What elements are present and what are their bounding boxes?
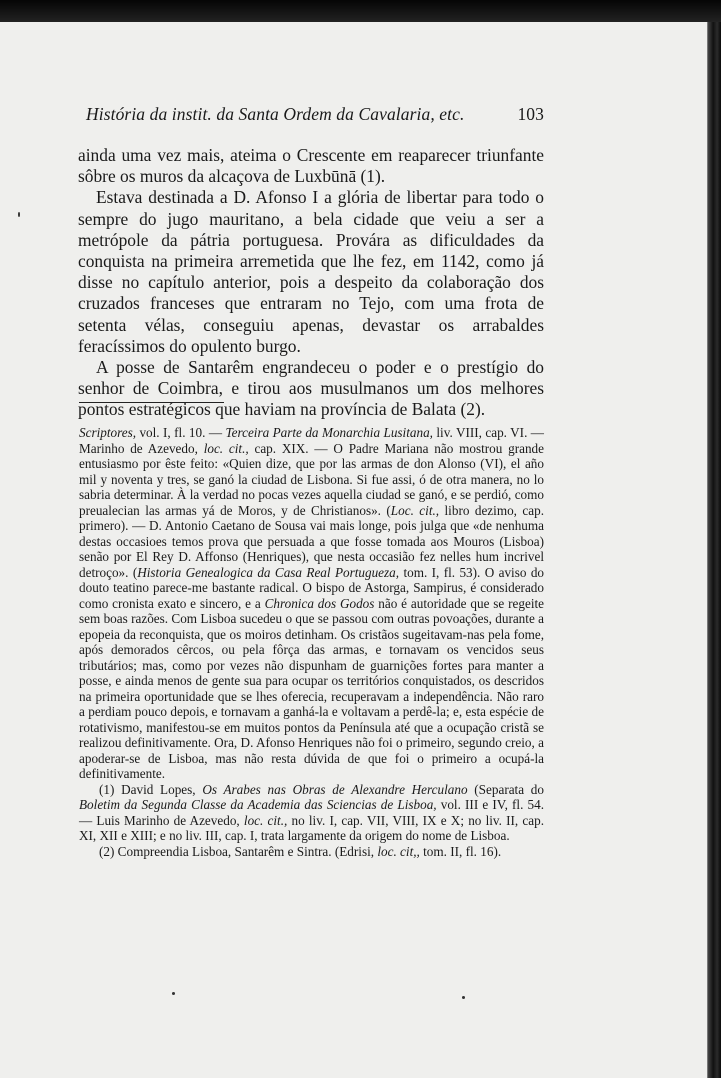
paper-speck xyxy=(172,992,175,995)
running-head xyxy=(86,104,544,132)
footnote-text: no liv. I, cap. VII, VIII, IX e X; no liv. II, cap. XI, XII e XIII; e no liv. III, cap. I, trata largamente da origem do nome de Lisboa. xyxy=(79,812,545,843)
footnote-text: tom. II, fl. 16). xyxy=(419,843,502,859)
citation-title: Scriptores, xyxy=(79,425,137,440)
footnote-text: não é autoridade que se regeite sem boas razões. Com Lisboa sucedeu o que se passou com outras povoações, durante a epopeia da reconquista, que os moiros detinham. Os cristãos sugeitavam-nas pela fome, após demorados cêrcos, ou pela fôrça das armas, e tornavam os vencidos seus tributários; mas, como por vezes não dispunham de guarnições fortes para manter a posse, e ainda menos de gente sua para ocupar os territórios conquistados, os descridos na primeira oportunidade que se lhes oferecia, recuperavam a independência. Não raro a perdiam pouco depois, e tornavam a ganhá-la e voltavam a perdê-la; e, esta espécie de rotativismo, manifestou-se em muitos pontos da Península até que a ocupação cristã se realizou definitivamente. Ora, D. Afonso Henriques não foi o primeiro, segundo creio, a apoderar-se de Lisboa, mas não resta dúvida de que foi o primeiro a ocupá-la definitivamente. xyxy=(79,595,545,781)
running-head-title: História da instit. da Santa Ordem da Cavalaria, etc. xyxy=(86,104,465,124)
citation-title: Chronica dos Godos xyxy=(264,595,375,611)
paragraph: ainda uma vez mais, ateima o Crescente em reaparecer triunfante sôbre os muros da alcaçova de Luxbūnā (1). xyxy=(78,145,544,187)
footnotes xyxy=(79,425,544,859)
citation-title: loc. cit., xyxy=(243,812,288,828)
paper-speck xyxy=(462,996,465,999)
footnote-text: tom. I, fl. 53). O aviso do douto teatino parece-me bastante radical. O bispo de Astorga, Sampirus, é considerado como cronista exato e sincero, e a xyxy=(79,564,545,611)
main-text xyxy=(78,145,544,421)
paragraph: A posse de Santarêm engrandeceu o poder e o prestígio do senhor de Coimbra, e tirou aos musulmanos um dos melhores pontos estratégicos que haviam na província de Balata (2). xyxy=(78,357,544,420)
page-number: 103 xyxy=(517,104,544,124)
footnote-2 xyxy=(79,844,544,860)
footnote-text: (2) Compreendia Lisboa, Santarêm e Sintra. (Edrisi, xyxy=(99,843,378,859)
citation-title: Boletim da Segunda Classe da Academia das Sciencias de Lisboa, xyxy=(79,797,437,812)
paper-speck xyxy=(18,212,20,217)
footnote-continuation xyxy=(79,425,544,782)
footnote-separator xyxy=(79,402,224,403)
footnote-text: libro dezimo, cap. primero). — D. Antonio Caetano de Sousa vai mais longe, pois julga que «de nenhuma destas occasioes temos prova que persuada a que fosse tomada aos Mouros (Lisboa) senão por El Rey D. Affonso (Henriques), que nesta occasião fez nelles hum incrivel detroço». ( xyxy=(79,502,544,580)
footnote-text: liv. VIII, cap. VI. — Marinho de Azevedo, xyxy=(79,425,544,456)
footnote-text: (Separata do xyxy=(467,781,544,797)
book-spine-edge xyxy=(708,22,721,1078)
citation-title: Historia Genealogica da Casa Real Portugueza, xyxy=(137,564,400,580)
citation-title: Terceira Parte da Monarchia Lusitana, xyxy=(225,425,433,440)
footnote-text: vol. III e IV, fl. 54. — Luis Marinho de Azevedo, xyxy=(79,797,545,828)
paragraph: Estava destinada a D. Afonso I a glória de libertar para todo o sempre do jugo mauritano, a bela cidade que veiu a ser a metrópole da pátria portuguesa. Provára as dificuldades da conquista na primeira arremetida que lhe fez, em 1142, como já disse no capítulo anterior, pois a despeito da colaboração dos cruzados franceses que entraram no Tejo, com uma frota de setenta vélas, conseguiu apenas, devastar os arrabaldes feracíssimos do opulento burgo. xyxy=(78,187,544,356)
citation-title: Os Arabes nas Obras de Alexandre Herculano xyxy=(202,781,468,797)
footnote-text: vol. I, fl. 10. — xyxy=(136,425,226,440)
citation-title: loc. cit,, xyxy=(377,843,420,859)
footnote-text: (1) David Lopes, xyxy=(99,781,203,797)
footnote-text: cap. XIX. — O Padre Mariana não mostrou grande entusiasmo por êste feito: «Quien dize, que por las armas de don Alonso (VI), el año mil y noventa y tres, se ganó la ciudad de Lisbona. Si fue assi, ó de otra manera, no lo sabria determinar. À la verdad no pocas vezes aquella ciudad se ganó, e se perdió, como preualecian las armas yá de Moros, y de Christianos». ( xyxy=(79,440,544,518)
footnote-1 xyxy=(79,782,544,844)
citation-title: loc. cit., xyxy=(203,440,249,456)
citation-title: Loc. cit., xyxy=(390,502,440,518)
